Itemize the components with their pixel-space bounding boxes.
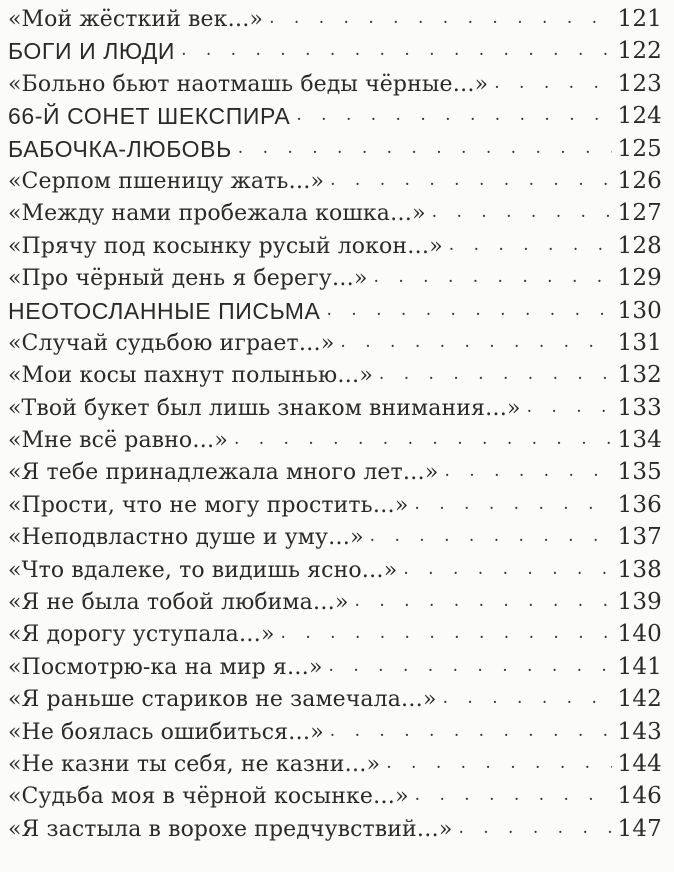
poem-title: «Я застыла в ворохе предчувствий…» <box>8 816 453 842</box>
dot-leader <box>355 593 612 610</box>
toc-entry <box>8 614 662 646</box>
dot-leader <box>181 42 611 59</box>
poem-title: «Прости, что не могу простить…» <box>8 492 409 518</box>
page-number: 142 <box>617 686 662 713</box>
section-heading: 66-Й СОНЕТ ШЕКСПИРА <box>8 103 291 130</box>
toc-entry <box>8 63 662 95</box>
dot-leader <box>296 107 611 124</box>
toc-entry <box>8 323 662 355</box>
poem-title: «Мой жёсткий век…» <box>8 7 264 32</box>
page-number: 135 <box>617 459 662 486</box>
poem-title: «Я дорогу уступала…» <box>8 622 275 648</box>
poem-title: «Твой букет был лишь знаком внимания…» <box>8 395 521 421</box>
toc-entry <box>8 744 662 776</box>
poem-title: «Серпом пшеницу жать…» <box>8 168 325 194</box>
poem-title: «Между нами пробежала кошка…» <box>8 201 426 227</box>
toc-entry <box>8 582 662 614</box>
dot-leader <box>374 269 612 286</box>
page-number: 134 <box>617 427 662 454</box>
poem-title: «Неподвластно душе и уму…» <box>8 525 364 551</box>
toc-entry <box>8 0 662 31</box>
table-of-contents <box>8 0 662 841</box>
toc-entry <box>8 161 662 193</box>
page-number: 141 <box>617 653 662 680</box>
page-number: 126 <box>617 167 662 194</box>
page-number: 139 <box>617 589 662 616</box>
page-number: 131 <box>617 329 662 356</box>
page-number: 133 <box>617 394 662 421</box>
toc-entry <box>8 517 662 549</box>
poem-title: «Случай судьбою играет…» <box>8 330 335 356</box>
dot-leader <box>238 140 612 157</box>
poem-title: «Больно бьют наотмашь беды чёрные…» <box>8 71 489 97</box>
dot-leader <box>527 399 612 416</box>
dot-leader <box>329 658 612 675</box>
page-number: 123 <box>617 70 662 97</box>
poem-title: «Не боялась ошибиться…» <box>8 719 324 745</box>
poem-title: «Я тебе принадлежала много лет…» <box>8 460 439 486</box>
page-number: 138 <box>617 556 662 583</box>
section-heading: НЕОТОСЛАННЫЕ ПИСЬМА <box>8 297 321 324</box>
toc-entry <box>8 711 662 743</box>
page-number: 146 <box>617 783 662 810</box>
toc-entry <box>8 96 662 128</box>
page-number: 121 <box>617 6 662 32</box>
page-number: 143 <box>617 718 662 745</box>
toc-entry <box>8 258 662 290</box>
toc-entry <box>8 31 662 63</box>
dot-leader <box>234 431 612 448</box>
dot-leader <box>269 10 611 27</box>
toc-entry <box>8 420 662 452</box>
poem-title: «Судьба моя в чёрной косынке…» <box>8 784 409 810</box>
toc-entry <box>8 355 662 387</box>
toc-entry <box>8 452 662 484</box>
dot-leader <box>340 334 611 351</box>
page-number: 125 <box>617 135 662 162</box>
section-heading: БОГИ И ЛЮДИ <box>8 38 176 65</box>
dot-leader <box>415 787 612 804</box>
dot-leader <box>449 237 612 254</box>
page-number: 137 <box>617 524 662 551</box>
dot-leader <box>432 204 612 221</box>
toc-entry <box>8 225 662 257</box>
page-number: 127 <box>617 200 662 227</box>
poem-title: «Посмотрю-ка на мир я…» <box>8 654 323 680</box>
toc-entry <box>8 776 662 808</box>
dot-leader <box>330 172 611 189</box>
poem-title: «Что вдалеке, то видишь ясно…» <box>8 557 398 583</box>
poem-title: «Мои косы пахнут полынью…» <box>8 363 373 389</box>
page-number: 147 <box>617 815 662 842</box>
dot-leader <box>458 820 611 837</box>
poem-title: «Мне всё равно…» <box>8 428 228 454</box>
dot-leader <box>327 302 612 319</box>
dot-leader <box>444 463 611 480</box>
dot-leader <box>443 690 612 707</box>
page-number: 130 <box>617 297 662 324</box>
page-number: 132 <box>617 362 662 389</box>
dot-leader <box>370 528 612 545</box>
toc-entry <box>8 290 662 322</box>
poem-title: «Про чёрный день я берегу…» <box>8 266 368 292</box>
toc-entry <box>8 193 662 225</box>
poem-title: «Я раньше стариков не замечала…» <box>8 687 437 713</box>
dot-leader <box>281 625 612 642</box>
page-number: 128 <box>617 232 662 259</box>
page-number: 144 <box>617 750 662 777</box>
toc-entry <box>8 484 662 516</box>
toc-entry <box>8 387 662 419</box>
page-number: 129 <box>617 265 662 292</box>
dot-leader <box>403 561 611 578</box>
dot-leader <box>386 755 611 772</box>
page-number: 140 <box>617 621 662 648</box>
dot-leader <box>494 75 611 92</box>
toc-entry <box>8 128 662 160</box>
dot-leader <box>414 496 611 513</box>
page-number: 136 <box>617 491 662 518</box>
section-heading: БАБОЧКА-ЛЮБОВЬ <box>8 135 232 162</box>
toc-entry <box>8 679 662 711</box>
toc-entry <box>8 549 662 581</box>
dot-leader <box>379 366 612 383</box>
page-number: 122 <box>617 38 662 65</box>
poem-title: «Не казни ты себя, не казни…» <box>8 751 381 777</box>
poem-title: «Я не была тобой любима…» <box>8 590 349 616</box>
toc-entry <box>8 646 662 678</box>
dot-leader <box>330 723 612 740</box>
poem-title: «Прячу под косынку русый локон…» <box>8 233 443 259</box>
page-number: 124 <box>617 103 662 130</box>
toc-entry <box>8 808 662 840</box>
